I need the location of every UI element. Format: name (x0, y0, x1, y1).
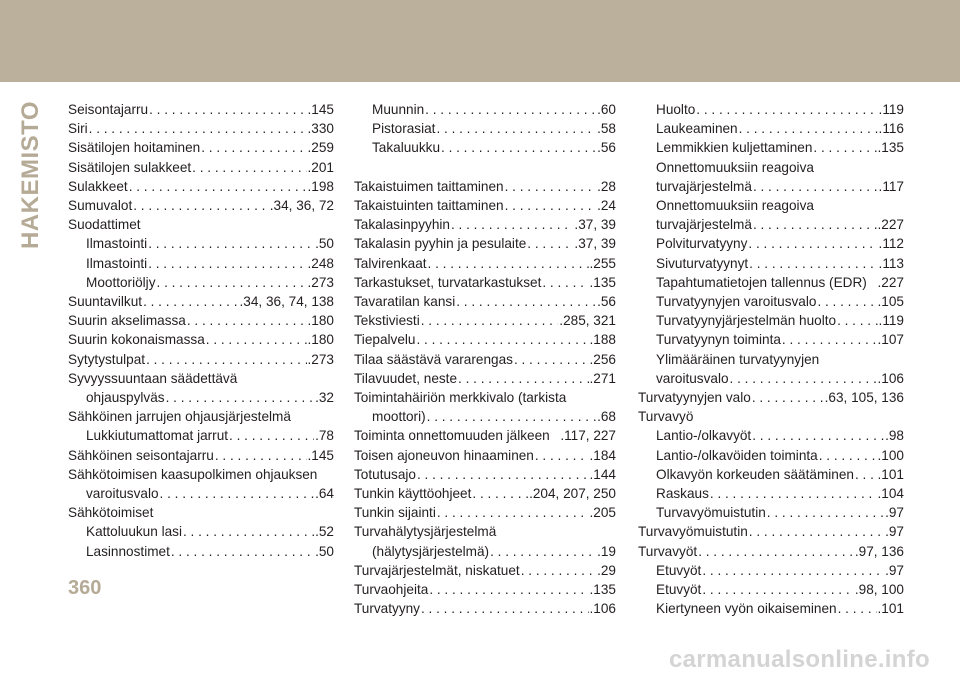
dot-leader (171, 542, 314, 561)
index-entry (68, 234, 334, 253)
dot-leader (129, 177, 307, 196)
index-entry (638, 234, 904, 253)
entry-pages: .113 (878, 255, 904, 271)
entry-pages: .255 (589, 255, 616, 271)
entry-pages: .97, 136 (854, 543, 904, 559)
entry-pages: .273 (307, 274, 334, 290)
entry-spacer (867, 273, 878, 292)
entry-pages: .256 (589, 351, 616, 367)
index-entry (354, 503, 616, 522)
dot-leader (535, 446, 589, 465)
entry-term: Takaluukku (372, 140, 441, 156)
index-entry (354, 177, 616, 196)
entry-term: turvajärjestelmä (656, 178, 752, 194)
index-entry (68, 119, 334, 138)
entry-pages: .201 (307, 159, 334, 175)
dot-leader (767, 503, 884, 522)
entry-term: Turvatyynyjärjestelmän huolto (656, 313, 837, 329)
index-entry (354, 446, 616, 465)
dot-leader (521, 561, 596, 580)
entry-term: Turvavyömuistutin (656, 505, 766, 521)
entry-pages: .97 (885, 524, 904, 540)
index-column-2 (354, 100, 616, 618)
dot-leader (819, 446, 877, 465)
entry-term: Etuvyöt (656, 582, 702, 598)
entry-term: Turvajärjestelmät, niskatuet (354, 562, 520, 578)
entry-term: Tekstiviesti (354, 313, 420, 329)
index-entry (354, 330, 616, 349)
dot-leader (739, 119, 878, 138)
dot-leader (215, 446, 307, 465)
index-entry (68, 273, 334, 292)
index-entry (68, 177, 334, 196)
entry-term: Takaistuimen taittaminen (354, 178, 504, 194)
entry-term: turvajärjestelmä (656, 217, 752, 233)
dot-leader (148, 254, 306, 273)
entry-pages: .273 (307, 351, 334, 367)
dot-leader (837, 311, 877, 330)
entry-pages: .188 (589, 332, 616, 348)
index-entry (638, 292, 904, 311)
dot-leader (146, 350, 306, 369)
dot-leader (427, 407, 596, 426)
index-entry (354, 196, 616, 215)
page-number: 360 (68, 577, 102, 599)
entry-term: Sisätilojen sulakkeet (68, 159, 192, 175)
entry-term: moottori) (372, 409, 426, 425)
entry-pages: .100 (877, 447, 904, 463)
entry-term: Tilaa säästävä vararengas (354, 351, 513, 367)
entry-term: Takalasinpyyhin (354, 217, 450, 233)
dot-leader (752, 426, 884, 445)
entry-pages: .56 (597, 140, 616, 156)
entry-term: Kiertyneen vyön oikaiseminen (656, 601, 837, 617)
index-column-3 (638, 100, 904, 618)
index-entry (638, 446, 904, 465)
dot-leader (187, 311, 307, 330)
dot-leader (702, 561, 884, 580)
index-entry (638, 119, 904, 138)
index-entry (354, 542, 616, 561)
entry-term: Toisen ajoneuvon hinaaminen (354, 447, 534, 463)
index-entry (354, 273, 616, 292)
dot-leader (166, 388, 315, 407)
entry-pages: .116 (878, 121, 904, 137)
dot-leader (417, 465, 589, 484)
dot-leader (149, 100, 306, 119)
index-entry (68, 254, 334, 273)
index-column-1 (68, 100, 334, 561)
entry-term: Tunkin käyttöohjeet (354, 486, 472, 502)
entry-term: Kattoluukun lasi (86, 524, 182, 540)
entry-term: Tiepalvelu (354, 332, 416, 348)
entry-term: Pistorasiat (372, 121, 436, 137)
entry-pages: .97 (885, 505, 904, 521)
dot-leader (702, 580, 854, 599)
dot-leader (456, 292, 596, 311)
entry-pages: .135 (589, 274, 616, 290)
index-entry (354, 407, 616, 426)
index-entry (638, 215, 904, 234)
index-entry (354, 100, 616, 119)
index-entry (638, 273, 904, 292)
index-entry (354, 292, 616, 311)
dot-leader (451, 215, 573, 234)
index-entry (354, 561, 616, 580)
entry-term: Olkavyön korkeuden säätäminen (656, 466, 854, 482)
index-entry (68, 350, 334, 369)
entry-pages: .97 (885, 562, 904, 578)
entry-pages: .145 (307, 447, 334, 463)
dot-leader (160, 484, 315, 503)
entry-pages: .64 (315, 486, 334, 502)
entry-pages: .24 (597, 198, 616, 213)
entry-term: Sytytystulpat (68, 351, 146, 367)
dot-leader (437, 503, 589, 522)
entry-term: Lantio-/olkavyöt (656, 428, 752, 444)
dot-leader (229, 426, 314, 445)
entry-pages: .56 (597, 294, 616, 310)
entry-term: Tunkin sijainti (354, 505, 436, 521)
entry-term: Tavaratilan kansi (354, 294, 456, 310)
entry-pages: .119 (878, 313, 904, 329)
entry-term: Ilmastointi (86, 255, 148, 271)
entry-term: Lukkiutumattomat jarrut (86, 428, 229, 444)
index-entry (354, 254, 616, 273)
dot-leader (782, 330, 877, 349)
entry-term: Talvirenkaat (354, 255, 427, 271)
entry-term: Sivuturvatyynyt (656, 255, 749, 271)
index-entry (638, 465, 904, 484)
dot-leader (441, 138, 596, 157)
entry-pages: .145 (307, 102, 334, 117)
index-heading: Syvyyssuuntaan säädettävä (68, 370, 238, 386)
dot-leader (436, 119, 596, 138)
dot-leader (201, 138, 306, 157)
dot-leader (472, 484, 528, 503)
entry-term: Turvaohjeita (354, 582, 429, 598)
entry-pages: .180 (307, 332, 334, 348)
entry-term: Turvatyynyjen valo (638, 390, 751, 406)
dot-leader (421, 311, 559, 330)
index-heading: Onnettomuuksiin reagoiva (656, 198, 814, 214)
dot-leader (421, 599, 589, 618)
entry-term: Polviturvatyyny (656, 236, 748, 252)
entry-pages: .204, 207, 250 (529, 486, 616, 502)
dot-leader (527, 234, 573, 253)
index-entry (354, 119, 616, 138)
index-entry (638, 330, 904, 349)
index-entry (68, 100, 334, 119)
dot-leader (753, 177, 878, 196)
entry-pages: .330 (307, 121, 334, 137)
entry-term: Turvatyyny (354, 601, 420, 617)
index-entry (638, 311, 904, 330)
dot-leader (428, 254, 589, 273)
entry-pages: .117 (878, 178, 904, 194)
entry-pages: .205 (589, 505, 616, 521)
entry-pages: .63, 105, 136 (824, 390, 904, 406)
index-heading: Turvavyö (638, 409, 694, 425)
entry-pages: .271 (589, 370, 616, 386)
index-entry (638, 138, 904, 157)
index-entry (638, 254, 904, 273)
entry-term: Sulakkeet (68, 178, 128, 194)
entry-term: Turvatyynyjen varoitusvalo (656, 294, 817, 310)
dot-leader (749, 254, 877, 273)
entry-term: Tilavuudet, neste (354, 370, 458, 386)
entry-term: Lasinnostimet (86, 543, 170, 559)
entry-term: Raskaus (656, 486, 709, 502)
index-entry (354, 215, 616, 234)
index-entry (68, 388, 334, 407)
index-heading: Sähkötoimisen kaasupolkimen ohjauksen (68, 466, 318, 482)
entry-pages: .50 (315, 236, 334, 252)
entry-pages: .78 (315, 428, 334, 444)
index-entry (638, 599, 904, 618)
index-entry (638, 369, 904, 388)
entry-term: Ilmastointi (86, 236, 148, 252)
index-entry (638, 503, 904, 522)
entry-pages: .119 (878, 102, 904, 117)
index-heading: Sähkötoimiset (68, 505, 154, 521)
entry-pages: .135 (877, 140, 904, 156)
entry-pages: .248 (307, 255, 334, 271)
dot-leader (183, 522, 314, 541)
dot-leader (542, 273, 588, 292)
entry-pages: .28 (597, 178, 616, 194)
entry-term: Moottoriöljy (86, 274, 156, 290)
entry-spacer (550, 426, 561, 445)
dot-leader (192, 158, 306, 177)
entry-pages: .106 (877, 370, 904, 386)
entry-term: Etuvyöt (656, 562, 702, 578)
entry-pages: .107 (877, 332, 904, 348)
dot-leader (710, 484, 877, 503)
index-heading: Sähköinen jarrujen ohjausjärjestelmä (68, 409, 291, 425)
entry-term: Takaistuinten taittaminen (354, 198, 504, 213)
index-entry (354, 311, 616, 330)
dot-leader (698, 542, 854, 561)
header-band (0, 0, 960, 82)
entry-term: Suurin kokonaismassa (68, 332, 205, 348)
entry-pages: .101 (877, 466, 904, 482)
index-entry (638, 484, 904, 503)
entry-term: ohjauspylväs (86, 390, 165, 406)
entry-pages: .112 (878, 236, 904, 252)
index-entry (638, 100, 904, 119)
entry-pages: .32 (315, 390, 334, 406)
dot-leader (730, 369, 877, 388)
entry-pages: .60 (597, 102, 616, 117)
index-heading: Ylimääräinen turvatyynyjen (656, 351, 820, 367)
index-entry (354, 426, 616, 445)
section-tab (17, 100, 45, 250)
index-entry (354, 484, 616, 503)
entry-pages: .29 (597, 562, 616, 578)
index-entry (68, 330, 334, 349)
entry-pages: .58 (597, 121, 616, 137)
dot-leader (749, 522, 884, 541)
entry-pages: .227 (877, 217, 904, 233)
entry-pages: .19 (597, 543, 616, 559)
dot-leader (89, 119, 307, 138)
dot-leader (425, 100, 596, 119)
index-entry (354, 234, 616, 253)
dot-leader (838, 599, 877, 618)
dot-leader (133, 196, 269, 215)
entry-term: Laukeaminen (656, 121, 738, 137)
index-heading: Suodattimet (68, 217, 141, 233)
entry-pages: .106 (589, 601, 616, 617)
entry-pages: .259 (307, 140, 334, 156)
dot-leader (748, 234, 877, 253)
index-entry (638, 426, 904, 445)
entry-term: Huolto (656, 102, 696, 117)
dot-leader (429, 580, 588, 599)
entry-term: (hälytysjärjestelmä) (372, 543, 490, 559)
dot-leader (505, 177, 596, 196)
entry-term: Tarkastukset, turvatarkastukset (354, 274, 542, 290)
index-heading: Onnettomuuksiin reagoiva (656, 159, 814, 175)
entry-pages: .37, 39 (574, 217, 616, 233)
entry-pages: .37, 39 (574, 236, 616, 252)
dot-leader (490, 542, 596, 561)
index-entry (638, 542, 904, 561)
entry-pages: .52 (315, 524, 334, 540)
index-entry (68, 484, 334, 503)
index-entry (68, 426, 334, 445)
entry-term: Suuntavilkut (68, 294, 143, 310)
entry-pages: .285, 321 (559, 313, 616, 329)
entry-pages: .34, 36, 74, 138 (239, 294, 334, 310)
entry-term: Sisätilojen hoitaminen (68, 140, 201, 156)
entry-term: Seisontajarru (68, 102, 149, 117)
entry-pages: .34, 36, 72 (269, 198, 334, 214)
index-entry (68, 522, 334, 541)
entry-term: Turvavyömuistutin (638, 524, 748, 540)
index-entry (68, 158, 334, 177)
entry-term: Turvatyynyn toiminta (656, 332, 781, 348)
index-entry (638, 177, 904, 196)
index-entry (68, 292, 334, 311)
entry-term: Tapahtumatietojen tallennus (EDR) (656, 274, 867, 290)
index-entry (638, 561, 904, 580)
dot-leader (148, 234, 314, 253)
dot-leader (752, 388, 824, 407)
dot-leader (696, 100, 877, 119)
dot-leader (458, 369, 589, 388)
index-entry (354, 350, 616, 369)
watermark: carmanualsonline.info (668, 646, 930, 673)
index-entry (68, 311, 334, 330)
dot-leader (143, 292, 238, 311)
entry-pages: .198 (307, 178, 334, 194)
entry-term: varoitusvalo (656, 370, 729, 386)
index-entry (638, 388, 904, 407)
index-heading: Turvahälytysjärjestelmä (354, 524, 497, 540)
index-entry (354, 599, 616, 618)
index-entry (638, 580, 904, 599)
entry-gap (354, 158, 616, 177)
entry-pages: .98, 100 (854, 582, 904, 598)
entry-term: Sähköinen seisontajarru (68, 447, 214, 463)
index-entry (68, 446, 334, 465)
dot-leader (753, 215, 877, 234)
index-entry (638, 522, 904, 541)
index-entry (68, 138, 334, 157)
dot-leader (157, 273, 307, 292)
entry-term: Siri (68, 121, 88, 137)
entry-term: Lemmikkien kuljettaminen (656, 140, 813, 156)
index-heading: Toimintahäiriön merkkivalo (tarkista (354, 390, 567, 406)
index-entry (354, 369, 616, 388)
entry-pages: .105 (877, 294, 904, 310)
index-entry (354, 580, 616, 599)
entry-pages: .101 (877, 601, 904, 617)
entry-pages: .50 (315, 543, 334, 559)
dot-leader (416, 330, 588, 349)
entry-term: Lantio-/olkavöiden toiminta (656, 447, 818, 463)
index-entry (68, 196, 334, 215)
entry-term: Turvavyöt (638, 543, 698, 559)
entry-pages: .227 (877, 274, 904, 290)
dot-leader (206, 330, 307, 349)
entry-pages: .104 (877, 486, 904, 502)
dot-leader (514, 350, 589, 369)
section-label: HAKEMISTO (17, 100, 44, 250)
entry-term: Totutusajo (354, 466, 416, 482)
entry-term: Takalasin pyyhin ja pesulaite (354, 236, 527, 252)
dot-leader (813, 138, 876, 157)
entry-term: Toiminta onnettomuuden jälkeen (354, 428, 550, 444)
entry-pages: .68 (597, 409, 616, 425)
index-entry (354, 465, 616, 484)
entry-pages: .98 (885, 428, 904, 444)
dot-leader (817, 292, 876, 311)
dot-leader (855, 465, 877, 484)
entry-pages: .144 (589, 466, 616, 482)
entry-pages: .184 (589, 447, 616, 463)
entry-pages: .135 (589, 582, 616, 598)
entry-pages: .180 (307, 313, 334, 329)
dot-leader (505, 196, 596, 215)
entry-term: varoitusvalo (86, 486, 159, 502)
entry-term: Sumuvalot (68, 198, 133, 214)
entry-term: Suurin akselimassa (68, 313, 186, 329)
index-entry (68, 542, 334, 561)
entry-term: Muunnin (372, 102, 425, 117)
index-entry (354, 138, 616, 157)
entry-pages: .117, 227 (560, 428, 616, 444)
